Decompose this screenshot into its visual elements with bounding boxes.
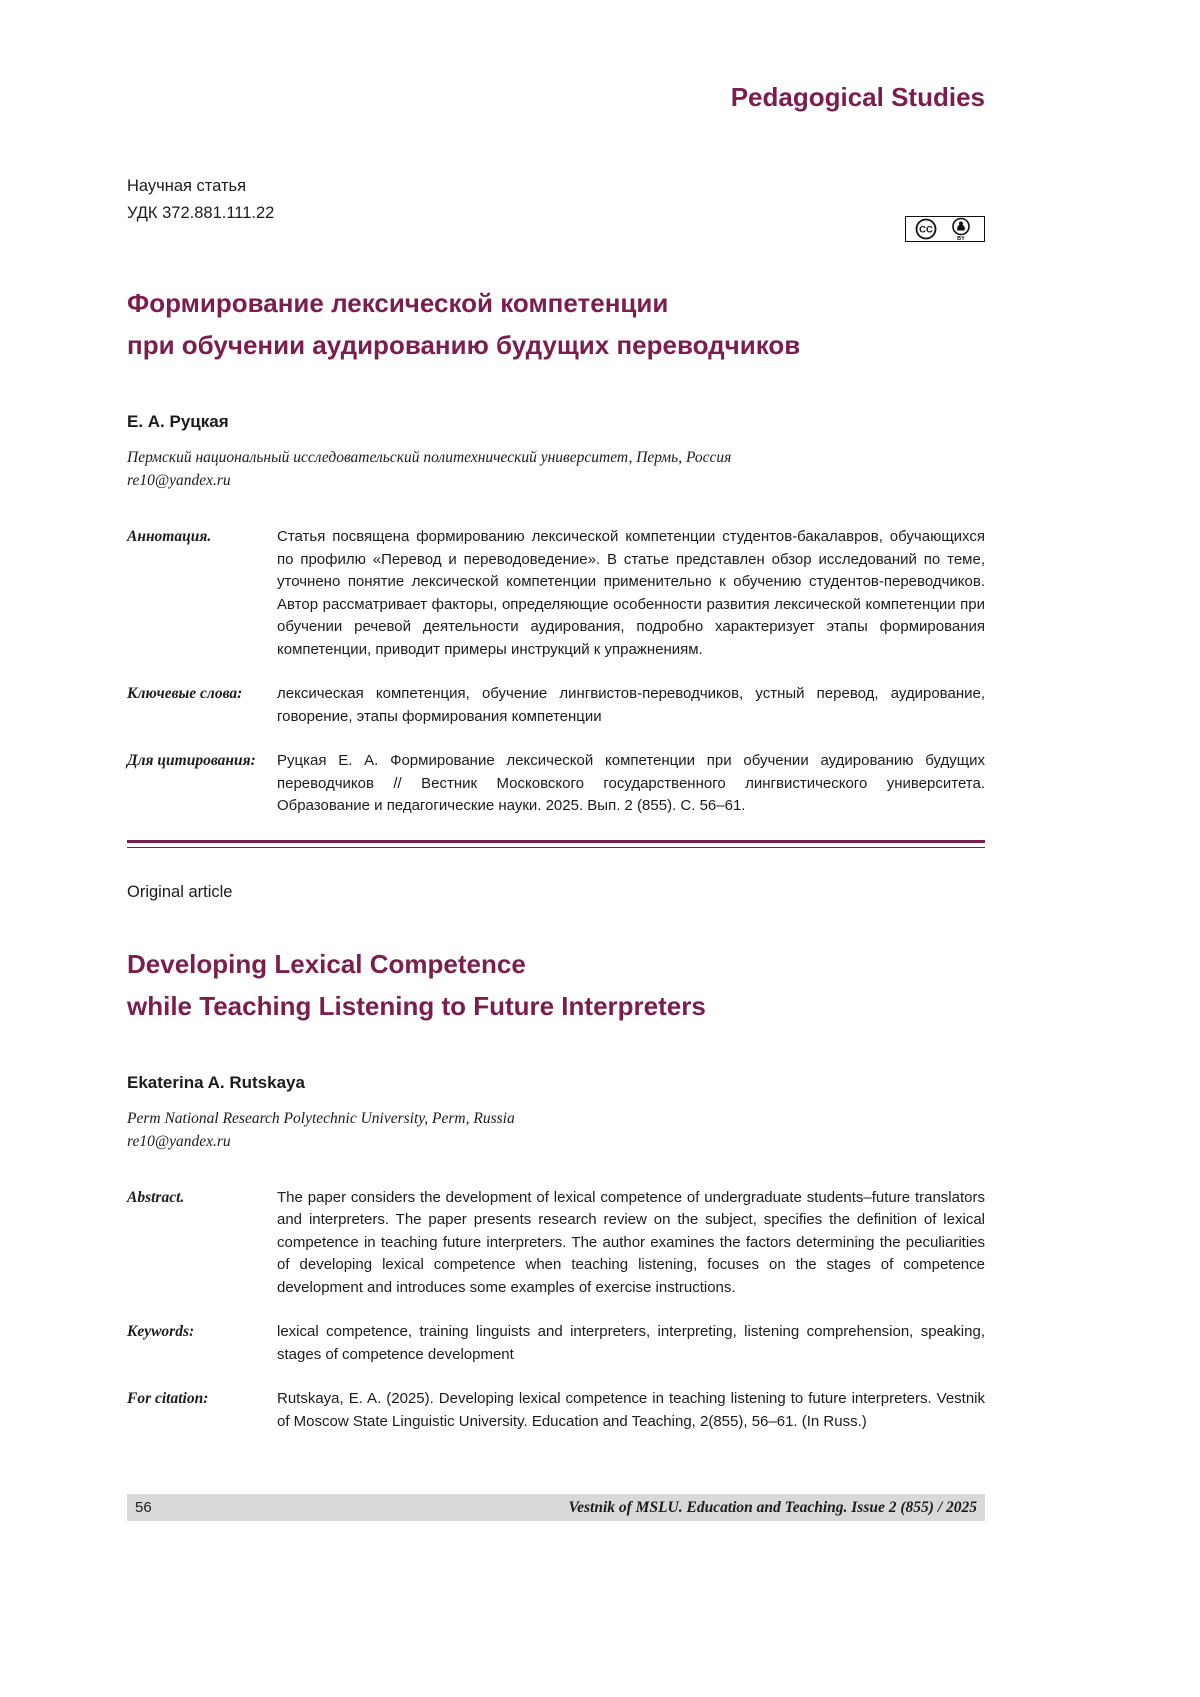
author-email-ru: re10@yandex.ru xyxy=(127,472,231,489)
meta-section-ru xyxy=(127,526,985,818)
keywords-label-en: Keywords: xyxy=(127,1323,195,1340)
abstract-row-ru xyxy=(127,526,985,661)
article-type-en: Original article xyxy=(127,882,233,901)
by-icon-label: BY xyxy=(957,236,965,242)
abstract-text-en: The paper considers the development of lexical competence of undergraduate students–future translators and interpreters. The paper presents research review on the subject, specifies the definition of lexical competence in teaching future interpreters. The author examines the factors determining the peculiarities of developing lexical competence when teaching listening, focuses on the stages of competence development and introduces some examples of exercise instructions. xyxy=(277,1188,985,1296)
cc-icon-label: CC xyxy=(919,224,933,236)
author-ru: Е. А. Руцкая xyxy=(127,412,229,431)
title-ru-line1: Формирование лексической компетенции xyxy=(127,288,669,318)
abstract-row-en xyxy=(127,1187,985,1300)
section-divider-rule xyxy=(127,840,985,848)
abstract-label-ru: Аннотация. xyxy=(127,528,212,545)
keywords-row-ru xyxy=(127,683,985,728)
abstract-label-en: Abstract. xyxy=(127,1188,185,1206)
keywords-row-en xyxy=(127,1321,985,1366)
citation-row-ru xyxy=(127,750,985,818)
running-head-section: Pedagogical Studies xyxy=(730,82,985,112)
author-email-en: re10@yandex.ru xyxy=(127,1132,231,1150)
citation-text-ru: Руцкая Е. А. Формирование лексической компетенции при обучении аудированию будущих переводчиков // Вестник Московского государственного лингвистического университета. Образование и педагогические науки. 2025. Вып. 2 (855). С. 56–61. xyxy=(277,752,985,814)
abstract-text-ru: Статья посвящена формированию лексической компетенции студентов-бакалавров, обучающихся по профилю «Перевод и переводоведение». В статье представлен обзор исследований по теме, уточнено понятие лексической компетенции применительно к обучению студентов-переводчиков. Автор рассматривает факторы, определяющие особенности развития лексической компетенции при обучении речевой деятельности аудирования, подробно характеризует этапы формирования компетенции, приводит примеры инструкций к упражнениям. xyxy=(277,528,985,658)
meta-section-en xyxy=(127,1187,985,1434)
keywords-text-en: lexical competence, training linguists and interpreters, interpreting, listening comprehension, speaking, stages of competence development xyxy=(277,1323,985,1363)
title-en-line2: while Teaching Listening to Future Interpreters xyxy=(127,990,706,1021)
page-footer xyxy=(127,1494,985,1521)
affiliation-ru: Пермский национальный исследовательский политехнический университет, Пермь, Россия xyxy=(127,449,732,466)
title-ru-line2: при обучении аудированию будущих переводчиков xyxy=(127,330,801,360)
citation-text-en: Rutskaya, E. A. (2025). Developing lexical competence in teaching listening to future interpreters. Vestnik of Moscow State Linguistic University. Education and Teaching, 2(855), 56–61. (In Russ.) xyxy=(277,1390,985,1430)
footer-journal-line: Vestnik of MSLU. Education and Teaching. Issue 2 (855) / 2025 xyxy=(568,1498,977,1516)
title-en-line1: Developing Lexical Competence xyxy=(127,948,526,979)
page-content xyxy=(127,0,985,1455)
udc-number: УДК 372.881.111.22 xyxy=(127,204,275,222)
title-en xyxy=(127,943,985,1027)
citation-row-en xyxy=(127,1388,985,1433)
citation-label-ru: Для цитирования: xyxy=(127,752,256,769)
author-en: Ekaterina A. Rutskaya xyxy=(127,1072,305,1092)
keywords-label-ru: Ключевые слова: xyxy=(127,685,243,702)
footer-page-number: 56 xyxy=(135,1499,152,1516)
keywords-text-ru: лексическая компетенция, обучение лингвистов-переводчиков, устный перевод, аудирование, говорение, этапы формирования компетенции xyxy=(277,685,985,725)
title-ru xyxy=(127,282,985,366)
affiliation-en: Perm National Research Polytechnic University, Perm, Russia xyxy=(127,1109,515,1127)
citation-label-en: For citation: xyxy=(127,1390,209,1407)
article-type-ru: Научная статья xyxy=(127,177,247,195)
